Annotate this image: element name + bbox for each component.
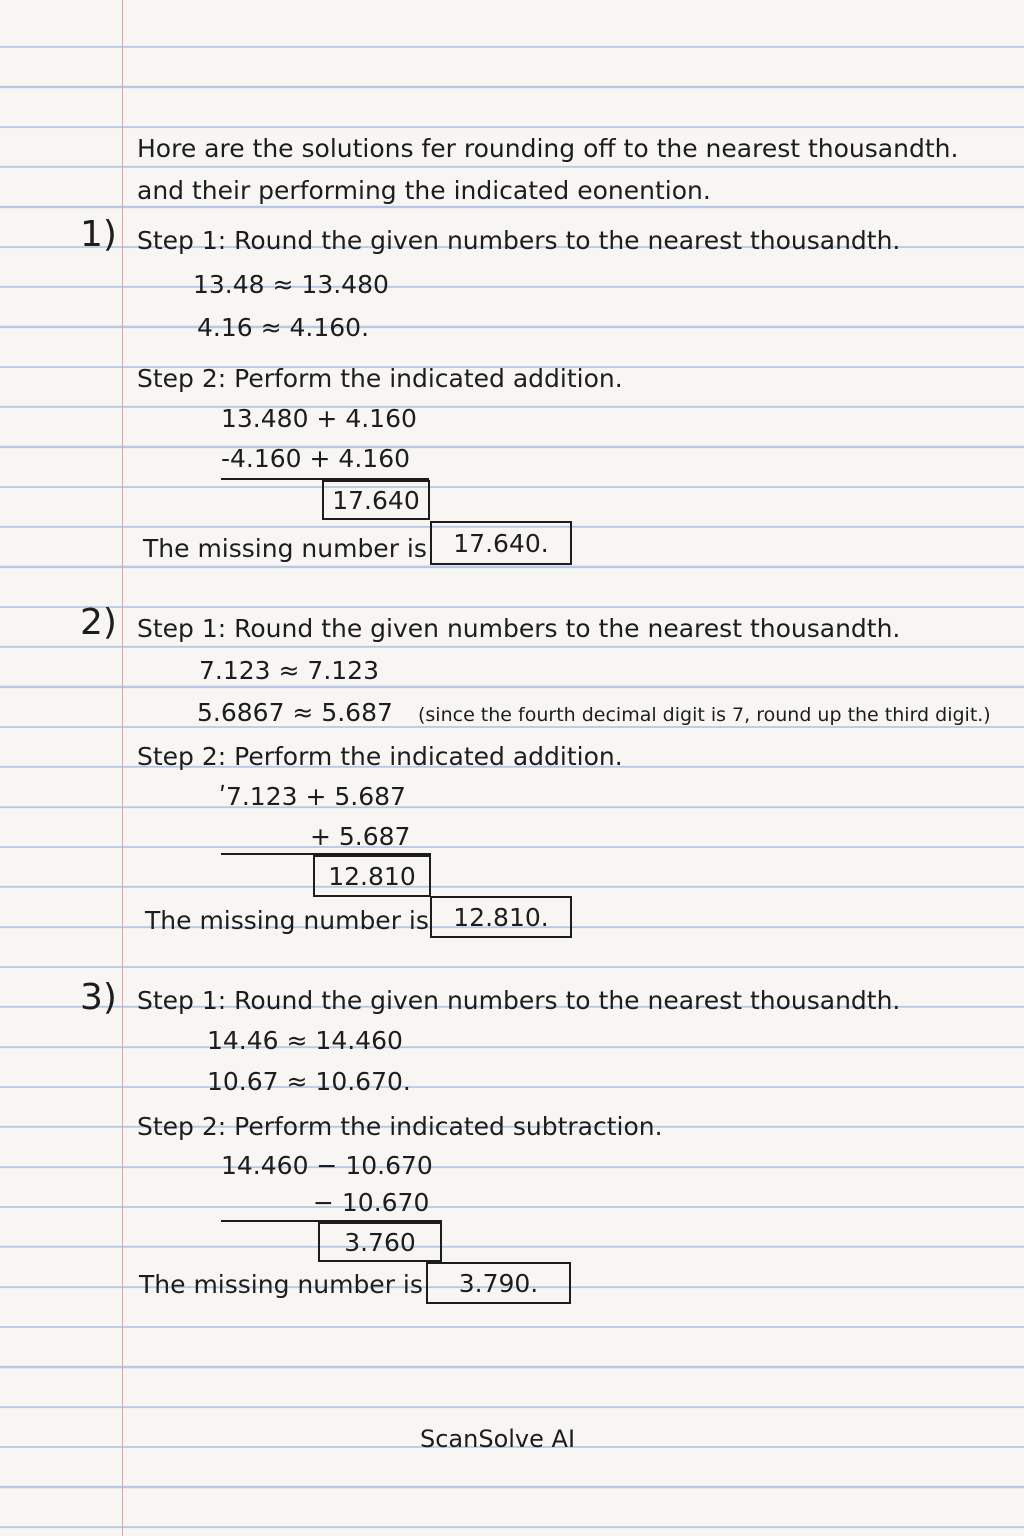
problem-3-missing-label: The missing number is [139, 1270, 423, 1299]
problem-2-round-2: 5.6867 ≈ 5.687 [197, 698, 393, 727]
problem-1-round-1: 13.48 ≈ 13.480 [193, 270, 389, 299]
problem-1-missing-label: The missing number is [143, 534, 427, 563]
problem-2-round-1: 7.123 ≈ 7.123 [199, 656, 379, 685]
problem-3-calc-1: 14.460 − 10.670 [221, 1151, 433, 1180]
problem-1-answer-box: 17.640. [430, 521, 572, 565]
problem-3-calc-2: − 10.670 [313, 1188, 430, 1217]
problem-2-note: (since the fourth decimal digit is 7, round up the third digit.) [418, 704, 991, 726]
problem-1-result-box: 17.640 [322, 480, 430, 520]
problem-1-step-1: Step 1: Round the given numbers to the nearest thousandth. [137, 226, 901, 255]
intro-line-2: and their performing the indicated eonention. [137, 176, 711, 205]
problem-1-step-2: Step 2: Perform the indicated addition. [137, 364, 623, 393]
problem-2-missing-label: The missing number is [145, 906, 429, 935]
problem-1-calc-1: 13.480 + 4.160 [221, 404, 417, 433]
problem-1-label: 1) [80, 214, 117, 255]
intro-line-1: Hore are the solutions fer rounding off to the nearest thousandth. [137, 134, 959, 163]
problem-3-round-2: 10.67 ≈ 10.670. [207, 1067, 411, 1096]
problem-1-calc-2: -4.160 + 4.160 [221, 444, 411, 473]
footer-brand: ScanSolve AI [420, 1425, 576, 1453]
problem-2-calc-1: ʹ7.123 + 5.687 [219, 782, 406, 811]
problem-2-result-box: 12.810 [313, 855, 431, 897]
problem-1-round-2: 4.16 ≈ 4.160. [197, 313, 370, 342]
problem-3-label: 3) [80, 977, 117, 1018]
problem-2-label: 2) [80, 602, 117, 643]
problem-3-round-1: 14.46 ≈ 14.460 [207, 1026, 403, 1055]
problem-2-step-1: Step 1: Round the given numbers to the nearest thousandth. [137, 614, 901, 643]
problem-2-calc-2: + 5.687 [310, 822, 411, 851]
problem-3-result-box: 3.760 [318, 1222, 442, 1262]
problem-3-step-1: Step 1: Round the given numbers to the nearest thousandth. [137, 986, 901, 1015]
problem-2-answer-box: 12.810. [430, 896, 572, 938]
problem-2-step-2: Step 2: Perform the indicated addition. [137, 742, 623, 771]
margin-line [122, 0, 123, 1536]
problem-3-step-2: Step 2: Perform the indicated subtraction. [137, 1112, 663, 1141]
problem-3-answer-box: 3.790. [426, 1262, 571, 1304]
